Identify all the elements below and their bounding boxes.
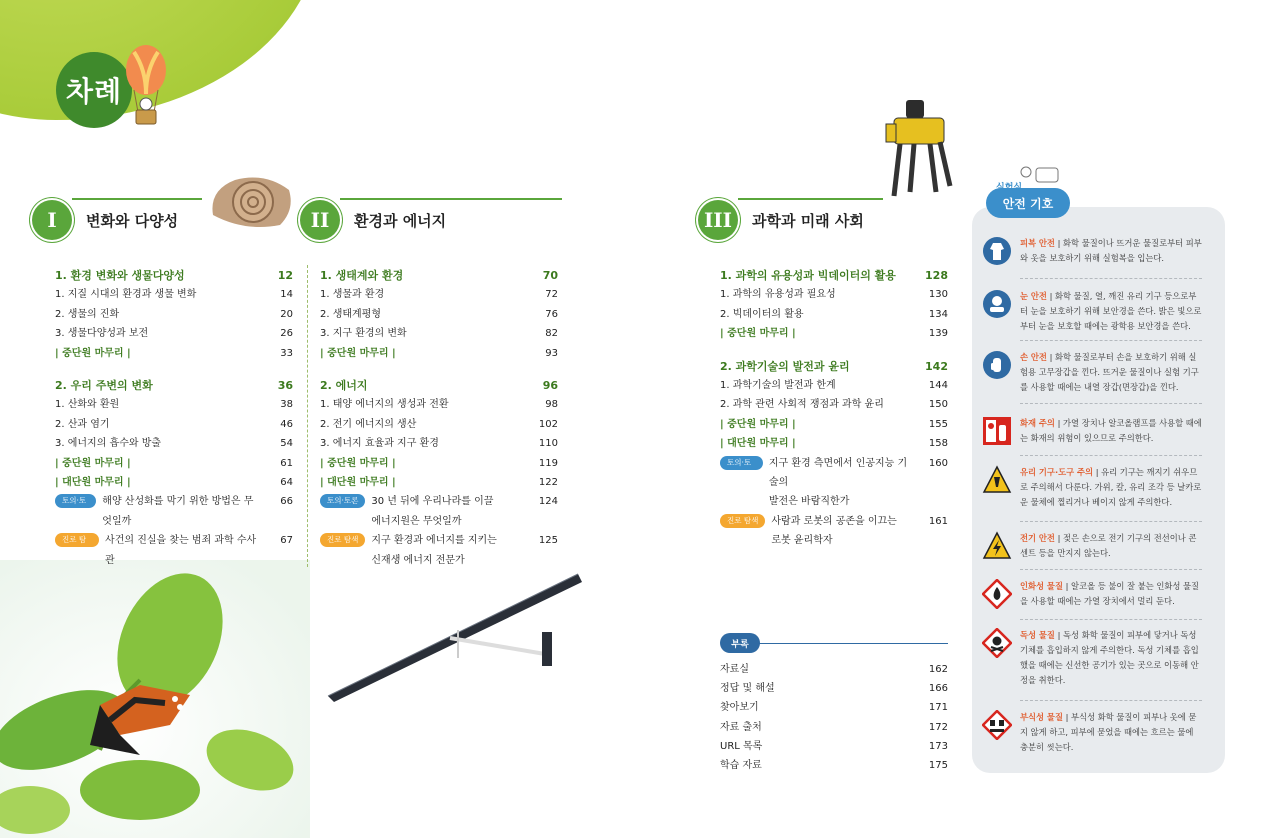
toc-row xyxy=(55,454,293,473)
toc-row xyxy=(55,305,293,324)
appendix-entry: 정답 및 해설 xyxy=(720,683,775,695)
review-label: | 중단원 마무리 | xyxy=(720,418,796,430)
toc-column-2 xyxy=(320,266,558,570)
appendix-row xyxy=(720,698,948,717)
toc-row xyxy=(55,324,293,343)
appendix-entry: 자료 출처 xyxy=(720,721,762,733)
page-number: 134 xyxy=(928,308,948,320)
page-number: 110 xyxy=(538,438,558,450)
page-number: 12 xyxy=(277,269,293,282)
toxic-icon xyxy=(982,628,1012,658)
toc-row xyxy=(55,531,293,570)
review-label: | 중단원 마무리 | xyxy=(55,347,131,359)
activity-title-line: 사건의 진실을 찾는 범죄 과학 수사관 xyxy=(105,535,257,566)
appendix-list xyxy=(720,660,948,775)
section-header-2 xyxy=(300,198,565,242)
activity-title-line: 에너지원은 무엇일까 xyxy=(371,515,462,527)
page-number: 64 xyxy=(280,477,293,489)
toc-entry: 2. 생태계평형 xyxy=(320,308,382,320)
safety-icon-wrap xyxy=(982,628,1012,658)
activity-title xyxy=(102,492,259,531)
toc-entry: 1. 과학기술의 발전과 한계 xyxy=(720,380,836,392)
page-number: 144 xyxy=(928,380,948,392)
activity-title-line: 지구 환경 측면에서 인공지능 기술의 xyxy=(768,457,908,489)
toc-entry xyxy=(320,344,396,363)
section-title: 변화와 다양성 xyxy=(86,211,179,230)
toc-entry: 1. 환경 변화와 생물다양성 xyxy=(55,269,185,282)
safety-text: 피복 안전 | 화학 물질이나 뜨거운 물질로부터 피부와 옷을 보호하기 위해 실험복을 입는다. xyxy=(1020,238,1202,263)
toc-gap xyxy=(320,363,558,376)
page-number: 26 xyxy=(280,328,293,340)
toc-entry: 3. 에너지 효율과 지구 환경 xyxy=(320,438,439,450)
safety-name: 눈 안전 xyxy=(1020,291,1047,301)
safety-separator xyxy=(1020,521,1202,522)
section-title: 환경과 에너지 xyxy=(354,211,447,230)
section-numeral: II xyxy=(300,200,340,240)
eye-protection-icon xyxy=(982,289,1012,319)
toc-entry: 2. 생물의 진화 xyxy=(55,308,120,320)
toc-row xyxy=(55,344,293,363)
appendix-row xyxy=(720,756,948,775)
safety-separator xyxy=(1020,278,1202,279)
safety-separator xyxy=(1020,455,1202,456)
toc-row xyxy=(720,376,948,395)
activity-title xyxy=(771,512,896,551)
toc-entry xyxy=(720,324,796,343)
toc-row xyxy=(720,324,948,343)
page-number: 171 xyxy=(928,702,948,714)
page-number: 124 xyxy=(538,496,558,508)
safety-text: 부식성 물질 | 부식성 화학 물질이 피부나 옷에 묻지 않게 하고, 피부에 묻었을 때에는 흐르는 물에 충분히 씻는다. xyxy=(1020,712,1197,752)
toc-row xyxy=(320,415,558,434)
toc-entry xyxy=(720,434,796,453)
review-label: | 중단원 마무리 | xyxy=(720,328,796,340)
activity-title-line: 30 년 뒤에 우리나라를 이끌 xyxy=(371,496,494,508)
toc-entry: 2. 과학기술의 발전과 윤리 xyxy=(720,359,850,373)
toc-entry: 1. 지질 시대의 환경과 생물 변화 xyxy=(55,289,197,301)
toc-row xyxy=(55,376,293,395)
page-title: 차례 xyxy=(56,52,132,128)
page-number: 82 xyxy=(545,328,558,340)
toc-entry xyxy=(720,512,897,551)
toc-entry xyxy=(720,454,914,512)
toc-entry: 2. 우리 주변의 변화 xyxy=(55,379,153,393)
flammable-icon xyxy=(982,579,1012,609)
safety-separator xyxy=(1020,569,1202,570)
activity-title-line: 발전은 바람직한가 xyxy=(768,496,850,508)
protective-clothing-icon xyxy=(982,236,1012,266)
toc-entry xyxy=(55,492,259,531)
safety-item xyxy=(982,710,1202,755)
toc-entry xyxy=(55,473,131,492)
activity-tag: 진로 탐색 xyxy=(55,533,99,547)
toc-row xyxy=(55,473,293,492)
toc-row xyxy=(320,492,558,531)
activity-title-line: 사람과 로봇의 공존을 이끄는 xyxy=(771,515,897,527)
activity-title xyxy=(371,531,496,570)
toc-entry: 3. 생물다양성과 보전 xyxy=(55,328,149,340)
toc-entry: 1. 태양 에너지의 생성과 전환 xyxy=(320,399,449,411)
toc-entry: 1. 과학의 유용성과 필요성 xyxy=(720,289,836,301)
safety-name: 전기 안전 xyxy=(1020,533,1055,543)
page-number: 70 xyxy=(542,269,558,282)
toc-row xyxy=(55,266,293,285)
toc-column-1 xyxy=(55,266,293,570)
section-rule xyxy=(340,198,562,200)
page-number: 93 xyxy=(545,347,558,359)
safety-name: 화재 주의 xyxy=(1020,418,1055,428)
page-number: 96 xyxy=(542,379,558,393)
safety-name: 피복 안전 xyxy=(1020,238,1055,248)
page-number: 173 xyxy=(928,740,948,752)
activity-title-line: 해양 산성화를 막기 위한 방법은 무엇일까 xyxy=(102,496,254,527)
section-title: 과학과 미래 사회 xyxy=(752,211,864,230)
toc-row xyxy=(55,395,293,414)
toc-entry: 3. 에너지의 흡수와 방출 xyxy=(55,438,162,450)
toc-entry xyxy=(320,531,497,570)
appendix-row xyxy=(720,737,948,756)
page-number: 33 xyxy=(280,347,293,359)
page-number: 54 xyxy=(280,438,293,450)
safety-name: 부식성 물질 xyxy=(1020,712,1063,722)
toc-entry xyxy=(320,492,493,531)
section-numeral: III xyxy=(698,200,738,240)
safety-name: 손 안전 xyxy=(1020,352,1047,362)
toc-entry: 2. 빅데이터의 활용 xyxy=(720,308,804,320)
safety-text: 화재 주의 | 가열 장치나 알코올램프를 사용할 때에는 화재의 위험이 있으므로 주의한다. xyxy=(1020,418,1202,443)
page-number: 130 xyxy=(928,289,948,301)
safety-name: 독성 물질 xyxy=(1020,630,1055,640)
glassware-warning-icon xyxy=(982,465,1012,495)
safety-item xyxy=(982,289,1202,334)
toc-gap xyxy=(55,363,293,376)
safety-item xyxy=(982,416,1202,446)
toc-row xyxy=(320,305,558,324)
review-label: | 대단원 마무리 | xyxy=(55,477,131,489)
toc-row xyxy=(320,266,558,285)
review-label: | 대단원 마무리 | xyxy=(720,438,796,450)
page-number: 166 xyxy=(928,683,948,695)
toc-entry: 2. 에너지 xyxy=(320,379,368,393)
page-number: 161 xyxy=(928,515,948,527)
safety-text: 손 안전 | 화학 물질로부터 손을 보호하기 위해 실험용 고무장갑을 낀다. 뜨거운 물질이나 실험 기구를 사용할 때에는 내열 장갑(면장갑)을 낀다. xyxy=(1020,352,1199,392)
toc-entry xyxy=(55,344,131,363)
safety-icon-wrap xyxy=(982,579,1012,609)
safety-item xyxy=(982,628,1202,688)
toc-entry: 1. 생물과 환경 xyxy=(320,289,385,301)
toc-row xyxy=(320,376,558,395)
safety-text: 인화성 물질 | 알코올 등 불이 잘 붙는 인화성 물질을 사용할 때에는 가열 장치에서 멀리 둔다. xyxy=(1020,581,1200,606)
activity-title-line: 로봇 윤리학자 xyxy=(771,535,833,547)
toc-entry xyxy=(55,454,131,473)
safety-text: 유리 기구·도구 주의 | 유리 기구는 깨지기 쉬우므로 주의해서 다룬다. 가위, 칼, 유리 조각 등 날카로운 물체에 찔리거나 베이지 않게 주의한다. xyxy=(1020,467,1202,507)
activity-tag: 진로 탐색 xyxy=(320,533,365,547)
section-rule xyxy=(738,198,883,200)
toc-row xyxy=(55,285,293,304)
robot-dog-image xyxy=(880,96,960,202)
appendix-entry: 찾아보기 xyxy=(720,702,759,714)
safety-separator xyxy=(1020,340,1202,341)
toc-row xyxy=(720,415,948,434)
toc-row xyxy=(720,285,948,304)
review-label: | 중단원 마무리 | xyxy=(320,457,396,469)
toc-row xyxy=(320,454,558,473)
appendix-row xyxy=(720,679,948,698)
safety-item xyxy=(982,579,1202,609)
safety-item xyxy=(982,236,1202,266)
page-number: 67 xyxy=(280,535,293,547)
page-number: 155 xyxy=(928,418,948,430)
appendix-entry: URL 목록 xyxy=(720,740,763,752)
toc-entry xyxy=(320,473,396,492)
appendix-rule xyxy=(756,643,948,644)
activity-title xyxy=(105,531,259,570)
page-number: 98 xyxy=(545,399,558,411)
page-number: 150 xyxy=(928,399,948,411)
page-number: 66 xyxy=(280,496,293,508)
page-number: 172 xyxy=(928,721,948,733)
activity-title-line: 신재생 에너지 전문가 xyxy=(371,554,465,566)
activity-tag: 토의·토론 xyxy=(55,494,96,508)
safety-separator xyxy=(1020,403,1202,404)
section-header-1 xyxy=(32,198,297,242)
page-number: 46 xyxy=(280,418,293,430)
electric-hazard-icon xyxy=(982,531,1012,561)
toc-row xyxy=(720,266,948,285)
toc-row xyxy=(320,473,558,492)
page-number: 76 xyxy=(545,308,558,320)
activity-title-line: 지구 환경과 에너지를 지키는 xyxy=(371,535,497,547)
safety-item xyxy=(982,465,1202,510)
toc-row xyxy=(720,434,948,453)
toc-row xyxy=(320,395,558,414)
toc-row xyxy=(720,357,948,376)
toc-entry: 2. 전기 에너지의 생산 xyxy=(320,418,417,430)
appendix-row xyxy=(720,718,948,737)
safety-text: 눈 안전 | 화학 물질, 열, 깨진 유리 기구 등으로부터 눈을 보호하기 위해 보안경을 쓴다. 밝은 빛으로부터 눈을 보호할 때에는 광학용 보안경을 쓴다. xyxy=(1020,291,1202,331)
toc-row xyxy=(720,512,948,551)
page-number: 125 xyxy=(538,535,558,547)
safety-item xyxy=(982,531,1202,561)
page-number: 128 xyxy=(925,269,948,282)
hot-air-balloon-icon xyxy=(122,42,170,128)
toc-entry xyxy=(720,415,796,434)
page-number: 162 xyxy=(928,664,948,675)
lab-flask-icon xyxy=(1018,160,1062,186)
column-divider xyxy=(307,265,308,567)
safety-text: 독성 물질 | 독성 화학 물질이 피부에 닿거나 독성 기체를 흡입하지 않게 주의한다. 독성 기체를 흡입했을 때에는 신선한 공기가 있는 곳으로 이동해 안정을 취한다. xyxy=(1020,630,1199,685)
toc-entry xyxy=(55,531,259,570)
activity-tag: 토의·토론 xyxy=(320,494,365,508)
toc-row xyxy=(320,344,558,363)
toc-entry: 1. 과학의 유용성과 빅데이터의 활용 xyxy=(720,269,896,282)
appendix-badge: 부록 xyxy=(720,633,760,653)
page-number: 38 xyxy=(280,399,293,411)
page-number: 72 xyxy=(545,289,558,301)
activity-tag: 토의·토론 xyxy=(720,456,763,470)
safety-icon-wrap xyxy=(982,350,1012,380)
appendix-entry: 자료실 xyxy=(720,664,749,675)
toc-row xyxy=(320,285,558,304)
page-number: 139 xyxy=(928,328,948,340)
toc-entry: 1. 생태계와 환경 xyxy=(320,269,404,282)
toc-row xyxy=(55,415,293,434)
safety-icon-wrap xyxy=(982,710,1012,740)
section-header-3 xyxy=(698,198,958,242)
leaves-butterfly-illustration xyxy=(0,560,310,838)
page-number: 20 xyxy=(280,308,293,320)
safety-icon-wrap xyxy=(982,531,1012,561)
section-numeral: I xyxy=(32,200,72,240)
safety-icon-wrap xyxy=(982,465,1012,495)
toc-row xyxy=(320,324,558,343)
toc-entry xyxy=(320,454,396,473)
safety-item xyxy=(982,350,1202,395)
page-number: 142 xyxy=(925,359,948,373)
corrosive-icon xyxy=(982,710,1012,740)
safety-icon-wrap xyxy=(982,236,1012,266)
toc-row xyxy=(55,492,293,531)
page-number: 175 xyxy=(928,760,948,772)
page-number: 14 xyxy=(280,289,293,301)
safety-separator xyxy=(1020,619,1202,620)
page-number: 160 xyxy=(928,457,948,469)
toc-entry: 2. 과학 관련 사회적 쟁점과 과학 윤리 xyxy=(720,399,884,411)
hand-safety-icon xyxy=(982,350,1012,380)
toc-row xyxy=(320,434,558,453)
review-label: | 중단원 마무리 | xyxy=(320,347,396,359)
fire-extinguisher-icon xyxy=(982,416,1012,446)
page-number: 102 xyxy=(538,418,558,430)
toc-entry: 2. 산과 염기 xyxy=(55,418,110,430)
toc-row xyxy=(720,454,948,512)
review-label: | 대단원 마무리 | xyxy=(320,477,396,489)
safety-text: 전기 안전 | 젖은 손으로 전기 기구의 전선이나 콘센트 등을 만지지 않는다. xyxy=(1020,533,1197,558)
activity-title xyxy=(371,492,493,531)
page-number: 36 xyxy=(277,379,293,393)
appendix-row xyxy=(720,660,948,679)
section-rule xyxy=(72,198,202,200)
safety-icon-wrap xyxy=(982,289,1012,319)
activity-title xyxy=(769,454,914,512)
appendix-entry: 학습 자료 xyxy=(720,760,762,772)
toc-column-3 xyxy=(720,266,948,551)
safety-name: 인화성 물질 xyxy=(1020,581,1063,591)
safety-icon-wrap xyxy=(982,416,1012,446)
toc-entry: 3. 지구 환경의 변화 xyxy=(320,328,407,340)
toc-row xyxy=(720,305,948,324)
toc-entry: 1. 산화와 환원 xyxy=(55,399,120,411)
solar-airplane-image xyxy=(320,568,588,704)
page-number: 122 xyxy=(538,477,558,489)
safety-separator xyxy=(1020,700,1202,701)
toc-row xyxy=(720,395,948,414)
page-number: 61 xyxy=(280,457,293,469)
toc-row xyxy=(320,531,558,570)
page-number: 158 xyxy=(928,438,948,450)
page-number: 119 xyxy=(538,457,558,469)
toc-gap xyxy=(720,344,948,357)
safety-title: 안전 기호 xyxy=(986,188,1070,218)
toc-row xyxy=(55,434,293,453)
safety-name: 유리 기구·도구 주의 xyxy=(1020,467,1094,477)
review-label: | 중단원 마무리 | xyxy=(55,457,131,469)
activity-tag: 진로 탐색 xyxy=(720,514,765,528)
